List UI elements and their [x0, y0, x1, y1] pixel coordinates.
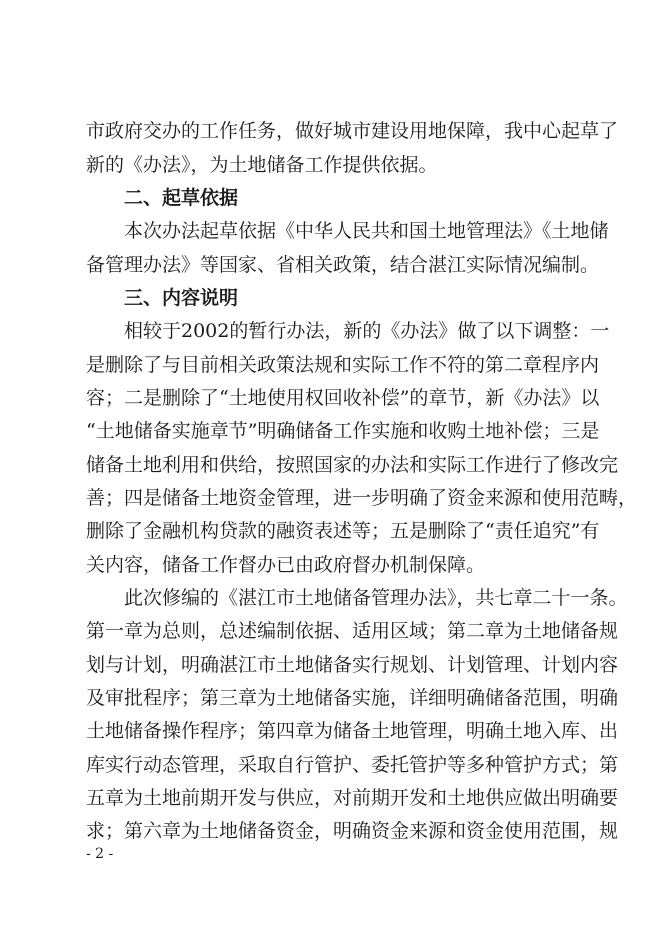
paragraph-line: 本次办法起草依据《中华人民共和国土地管理法》《土地储 — [124, 220, 609, 242]
paragraph-line: 求；第六章为土地储备资金，明确资金来源和资金使用范围，规 — [86, 820, 619, 842]
paragraph-line: 土地储备操作程序；第四章为储备土地管理，明确土地入库、出 — [86, 720, 619, 742]
paragraph-line: 备管理办法》等国家、省相关政策，结合湛江实际情况编制。 — [86, 254, 600, 276]
paragraph-line: 市政府交办的工作任务，做好城市建设用地保障，我中心起草了 — [86, 120, 619, 142]
paragraph-line: 关内容，储备工作督办已由政府督办机制保障。 — [86, 554, 486, 576]
paragraph-line: 是删除了与目前相关政策法规和实际工作不符的第二章程序内 — [86, 354, 600, 376]
paragraph-line: 五章为土地前期开发与供应，对前期开发和土地供应做出明确要 — [86, 787, 619, 809]
paragraph-line: 删除了金融机构贷款的融资表述等；五是删除了“责任追究”有 — [86, 520, 600, 542]
paragraph-line: 库实行动态管理，采取自行管护、委托管护等多种管护方式；第 — [86, 754, 619, 776]
paragraph-line: 容；二是删除了“土地使用权回收补偿”的章节，新《办法》以 — [86, 387, 600, 409]
paragraph-line: 善；四是储备土地资金管理，进一步明确了资金来源和使用范畴， — [86, 487, 638, 509]
section-heading-content: 三、内容说明 — [124, 287, 239, 309]
paragraph-line: 此次修编的《湛江市土地储备管理办法》，共七章二十一条。 — [124, 587, 628, 609]
section-heading-basis: 二、起草依据 — [124, 187, 239, 209]
paragraph-line: 相较于2002的暂行办法，新的《办法》做了以下调整：一 — [124, 320, 610, 342]
paragraph-line: 及审批程序；第三章为土地储备实施，详细明确储备范围，明确 — [86, 687, 619, 709]
paragraph-line: 新的《办法》，为土地储备工作提供依据。 — [86, 154, 438, 176]
paragraph-line: “土地储备实施章节”明确储备工作实施和收购土地补偿；三是 — [86, 420, 600, 442]
paragraph-line: 划与计划，明确湛江市土地储备实行规划、计划管理、计划内容 — [86, 654, 619, 676]
paragraph-line: 储备土地利用和供给，按照国家的办法和实际工作进行了修改完 — [86, 454, 619, 476]
paragraph-line: 第一章为总则，总述编制依据、适用区域；第二章为土地储备规 — [86, 620, 619, 642]
page-number: - 2 - — [86, 846, 114, 862]
